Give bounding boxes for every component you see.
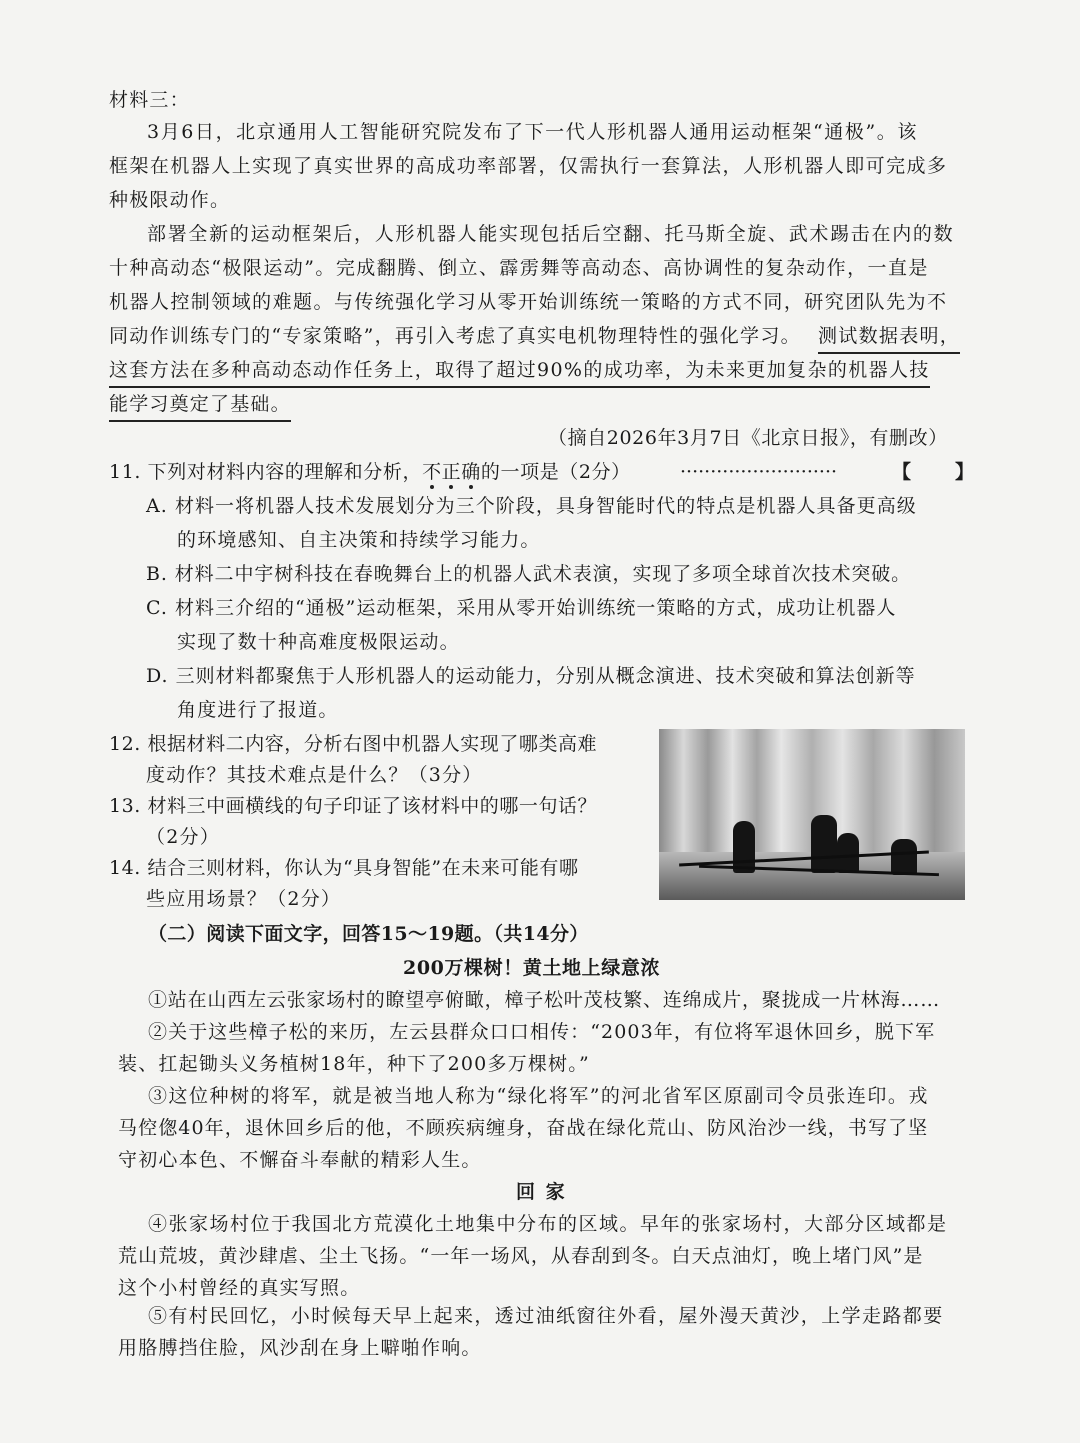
robot-performance-photo bbox=[659, 729, 965, 900]
robot-figure bbox=[811, 815, 837, 873]
emphasis-dot-char: 正 bbox=[441, 461, 462, 483]
material3-line: 框架在机器人上实现了真实世界的高成功率部署，仅需执行一套算法，人形机器人即可完成多 bbox=[109, 155, 948, 177]
q11-option-a: A. 材料一将机器人技术发展划分为三个阶段，具身智能时代的特点是机器人具备更高级 bbox=[146, 495, 917, 517]
source-citation: （摘自2026年3月7日《北京日报》，有删改） bbox=[548, 427, 948, 449]
paragraph-line: 守初心本色、不懈奋斗奉献的精彩人生。 bbox=[118, 1149, 482, 1171]
q12-line: 12. 根据材料二内容，分析右图中机器人实现了哪类高难 bbox=[109, 733, 598, 755]
material3-line: 3月6日，北京通用人工智能研究院发布了下一代人形机器人通用运动框架“通极”。该 bbox=[147, 121, 919, 143]
robot-figure bbox=[837, 833, 859, 873]
paragraph-line: 马倥偬40年，退休回乡后的他，不顾疾病缠身，奋战在绿化荒山、防风治沙一线，书写了坚 bbox=[118, 1117, 929, 1139]
underlined-sentence: 能学习奠定了基础。 bbox=[109, 390, 291, 422]
q13-line: 13. 材料三中画横线的句子印证了该材料中的哪一句话？ bbox=[109, 795, 598, 817]
q12-line: 度动作？其技术难点是什么？（3分） bbox=[146, 764, 483, 786]
q11-option-b: B. 材料二中宇树科技在春晚舞台上的机器人武术表演，实现了多项全球首次技术突破。 bbox=[146, 563, 912, 585]
underlined-sentence: 测试数据表明， bbox=[818, 322, 960, 354]
section2-header: （二）阅读下面文字，回答15～19题。（共14分） bbox=[148, 923, 589, 945]
q11-option-a-cont: 的环境感知、自主决策和持续学习能力。 bbox=[177, 529, 541, 551]
material3-line: 机器人控制领域的难题。与传统强化学习从零开始训练统一策略的方式不同，研究团队先为不 bbox=[109, 291, 948, 313]
article-title: 200万棵树！黄土地上绿意浓 bbox=[403, 957, 661, 979]
paragraph-line: ②关于这些樟子松的来历，左云县群众口口相传：“2003年，有位将军退休回乡，脱下军 bbox=[148, 1021, 936, 1043]
q11-leader-dots: ·························· bbox=[680, 461, 838, 483]
q11-option-c: C. 材料三介绍的“通极”运动框架，采用从零开始训练统一策略的方式，成功让机器人 bbox=[146, 597, 897, 619]
paragraph-line: ⑤有村民回忆，小时候每天早上起来，透过油纸窗往外看，屋外漫天黄沙，上学走路都要 bbox=[148, 1305, 944, 1327]
paragraph-line: 这个小村曾经的真实写照。 bbox=[118, 1277, 361, 1299]
q11-stem-post: 的一项是（2分） bbox=[480, 461, 631, 483]
paragraph-line: ③这位种树的将军，就是被当地人称为“绿化将军”的河北省军区原副司令员张连印。戎 bbox=[148, 1085, 929, 1107]
paragraph-line: 荒山荒坡，黄沙肆虐、尘土飞扬。“一年一场风，从春刮到冬。白天点油灯，晚上堵门风”是 bbox=[118, 1245, 924, 1267]
underlined-sentence: 这套方法在多种高动态动作任务上，取得了超过90%的成功率，为未来更加复杂的机器人技 bbox=[109, 356, 930, 388]
q11-option-d-cont: 角度进行了报道。 bbox=[177, 699, 339, 721]
q13-line: （2分） bbox=[146, 826, 220, 848]
q11-stem bbox=[109, 458, 631, 486]
q11-stem-pre: 11. 下列对材料内容的理解和分析， bbox=[109, 461, 423, 483]
q11-answer-bracket[interactable]: 【 】 bbox=[892, 461, 977, 483]
q11-option-c-cont: 实现了数十种高难度极限运动。 bbox=[177, 631, 460, 653]
material3-line: 部署全新的运动框架后，人形机器人能实现包括后空翻、托马斯全旋、武术踢击在内的数 bbox=[147, 223, 955, 245]
q14-line: 些应用场景？（2分） bbox=[146, 888, 342, 910]
q14-line: 14. 结合三则材料，你认为“具身智能”在未来可能有哪 bbox=[109, 857, 579, 879]
paragraph-line: ④张家场村位于我国北方荒漠化土地集中分布的区域。早年的张家场村，大部分区域都是 bbox=[148, 1213, 948, 1235]
material3-line: 种极限动作。 bbox=[109, 189, 231, 211]
emphasis-dot-char: 确 bbox=[461, 461, 481, 483]
material3-heading: 材料三： bbox=[109, 89, 190, 111]
robot-figure bbox=[891, 839, 917, 875]
q11-option-d: D. 三则材料都聚焦于人形机器人的运动能力，分别从概念演进、技术突破和算法创新等 bbox=[146, 665, 916, 687]
material3-line: 十种高动态“极限运动”。完成翻腾、倒立、霹雳舞等高动态、高协调性的复杂动作，一直是 bbox=[109, 257, 929, 279]
material3-line: 同动作训练专门的“专家策略”，再引入考虑了真实电机物理特性的强化学习。 bbox=[109, 325, 801, 347]
emphasis-dot-char: 不 bbox=[422, 461, 442, 483]
section-subtitle: 回 家 bbox=[516, 1181, 567, 1203]
paragraph-line: 装、扛起锄头义务植树18年，种下了200多万棵树。” bbox=[118, 1053, 590, 1075]
paragraph-line: ①站在山西左云张家场村的瞭望亭俯瞰，樟子松叶茂枝繁、连绵成片，聚拢成一片林海…… bbox=[148, 989, 941, 1011]
paragraph-line: 用胳膊挡住脸，风沙刮在身上噼啪作响。 bbox=[118, 1337, 482, 1359]
